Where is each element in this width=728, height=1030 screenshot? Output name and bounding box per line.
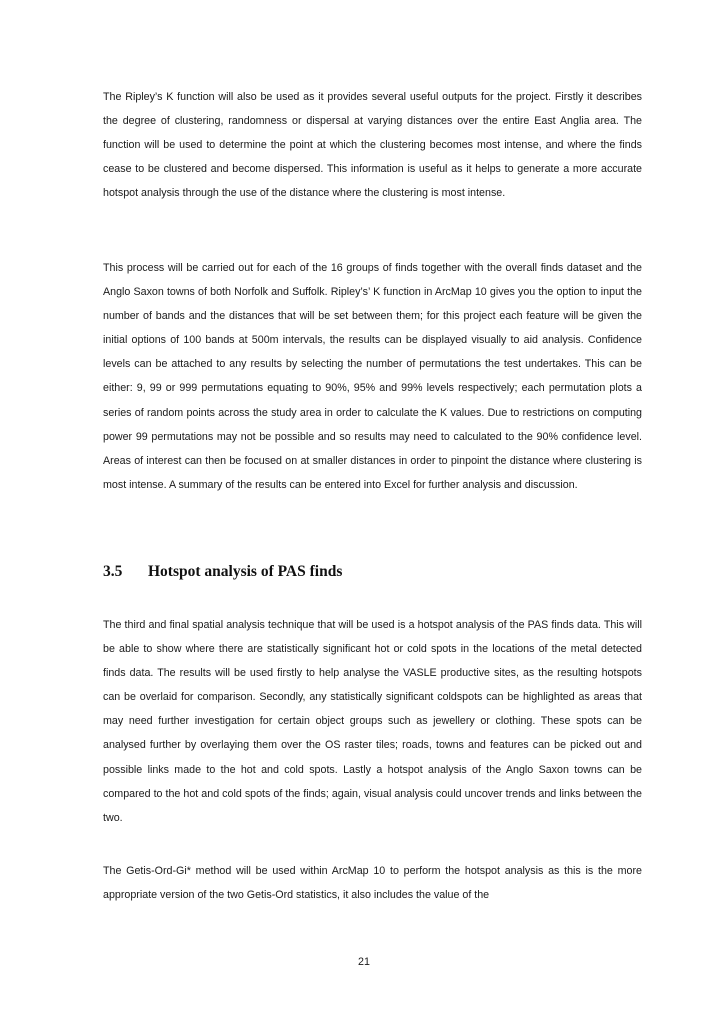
paragraph-getis-ord: The Getis-Ord-Gi* method will be used within ArcMap 10 to perform the hotspot analysis as this is the more appropriate version of the two Getis-Ord statistics, it also includes the value of the: [103, 865, 642, 902]
section-number: 3.5: [103, 563, 123, 580]
paragraph-process: This process will be carried out for each of the 16 groups of finds together with the overall finds dataset and the Anglo Saxon towns of both Norfolk and Suffolk. Ripley’s’ K function in ArcMap 10 gives you the option to input the number of bands and the distances that will be set between them; for this project each feature will be given the initial options of 100 bands at 500m intervals, the results can be displayed visually to aid analysis. Confidence levels can be attached to any results by selecting the number of permutations the test undertakes. This can be either: 9, 99 or 999 permutations equating to 90%, 95% and 99% levels respectively; each permutation plots a series of random points across the study area in order to calculate the K values. Due to restrictions on computing power 99 permutations may not be possible and so results may need to calculated to the 90% confidence level. Areas of interest can then be focused on at smaller distances in order to pinpoint the distance where clustering is most intense. A summary of the results can be entered into Excel for further analysis and discussion.: [103, 262, 642, 491]
section-heading: [103, 563, 342, 581]
page-number: 21: [358, 956, 370, 968]
section-title: Hotspot analysis of PAS finds: [148, 563, 343, 580]
paragraph-ripleys-k-intro: The Ripley’s K function will also be used as it provides several useful outputs for the project. Firstly it describes the degree of clustering, randomness or dispersal at varying distances over the entire East Anglia area. The function will be used to determine the point at which the clustering becomes most intense, and where the finds cease to be clustered and become dispersed. This information is useful as it helps to generate a more accurate hotspot analysis through the use of the distance where the clustering is most intense.: [103, 91, 642, 200]
paragraph-hotspot-analysis: The third and final spatial analysis technique that will be used is a hotspot analysis of the PAS finds data. This will be able to show where there are statistically significant hot or cold spots in the locations of the metal detected finds data. The results will be used firstly to help analyse the VASLE productive sites, as the resulting hotspots can be overlaid for comparison. Secondly, any statistically significant coldspots can be highlighted as areas that may need further investigation for certain object groups such as jewellery or clothing. These spots can be analysed further by overlaying them over the OS raster tiles; roads, towns and features can be picked out and possible links made to the hot and cold spots. Lastly a hotspot analysis of the Anglo Saxon towns can be compared to the hot and cold spots of the finds; again, visual analysis could uncover trends and links between the two.: [103, 619, 642, 824]
